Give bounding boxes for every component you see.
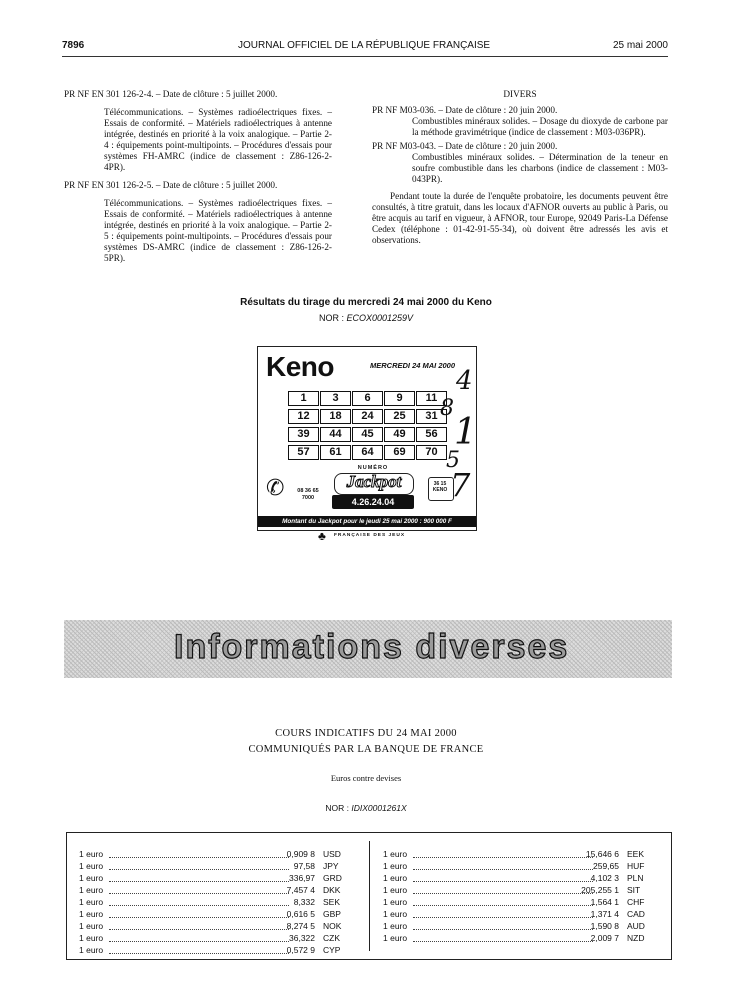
dot-leader <box>413 857 593 858</box>
rate-currency: EEK <box>627 849 645 859</box>
journal-title: JOURNAL OFFICIEL DE LA RÉPUBLIQUE FRANÇAISE <box>238 40 491 51</box>
handwritten-mark: 5 <box>446 448 460 473</box>
left-column <box>64 89 332 271</box>
keno-section-title: Résultats du tirage du mercredi 24 mai 2000 du Keno <box>240 297 492 308</box>
dot-leader <box>413 881 593 882</box>
rate-row <box>383 897 653 908</box>
handwritten-mark: 8 <box>440 396 454 421</box>
entry-title: PR NF EN 301 126-2-4. – Date de clôture : 5 juillet 2000. <box>64 89 278 99</box>
keno-number-cell: 56 <box>416 427 447 442</box>
keno-number-cell: 49 <box>384 427 415 442</box>
rate-value: 15,646 6 <box>585 849 619 859</box>
cours-title: COURS INDICATIFS DU 24 MAI 2000 <box>275 728 457 739</box>
rate-label: 1 euro <box>79 861 104 871</box>
rate-row <box>79 885 349 896</box>
rate-label: 1 euro <box>79 849 104 859</box>
rate-currency: DKK <box>323 885 341 895</box>
cours-subtitle: Euros contre devises <box>330 773 402 783</box>
rate-label: 1 euro <box>383 873 408 883</box>
rate-currency: USD <box>323 849 341 859</box>
keno-number-cell: 9 <box>384 391 415 406</box>
page-number: 7896 <box>62 40 85 51</box>
dot-leader <box>109 929 289 930</box>
rate-currency: CYP <box>323 945 341 955</box>
dot-leader <box>413 869 593 870</box>
handwritten-mark: 4 <box>456 366 473 396</box>
dot-leader <box>413 917 593 918</box>
keno-number-cell: 64 <box>352 445 383 460</box>
rate-currency: JPY <box>323 861 339 871</box>
rate-value: 1,371 4 <box>590 909 619 919</box>
right-column <box>372 89 668 246</box>
nor-label: NOR : <box>318 313 344 323</box>
dot-leader <box>109 869 289 870</box>
rate-currency: HUF <box>627 861 645 871</box>
rate-value: 7,457 4 <box>286 885 315 895</box>
nor-label: NOR : <box>325 803 349 813</box>
keno-number-cell: 12 <box>288 409 319 424</box>
keno-number-cell: 31 <box>416 409 447 424</box>
jackpot-header: NUMÉRO <box>357 465 389 471</box>
rate-label: 1 euro <box>383 909 408 919</box>
rate-currency: CAD <box>627 909 645 919</box>
rate-value: 36,322 <box>289 933 315 943</box>
entry-title: PR NF EN 301 126-2-5. – Date de clôture : 5 juillet 2000. <box>64 180 278 190</box>
rate-value: 4,102 3 <box>590 873 619 883</box>
rate-value: 259,65 <box>593 861 619 871</box>
rate-label: 1 euro <box>383 885 408 895</box>
keno-number-cell: 45 <box>352 427 383 442</box>
dot-leader <box>109 857 289 858</box>
keno-number-cell: 24 <box>352 409 383 424</box>
dot-leader <box>109 881 289 882</box>
rate-row <box>79 933 349 944</box>
rate-currency: GRD <box>323 873 342 883</box>
keno-number-cell: 25 <box>384 409 415 424</box>
jackpot-word: Jackpot <box>346 472 402 491</box>
rate-label: 1 euro <box>79 873 104 883</box>
entry-title: PR NF M03-043. – Date de clôture : 20 juin 2000. <box>372 141 558 151</box>
keno-results-card <box>257 346 477 531</box>
entry-body: Télécommunications. – Systèmes radioélectriques fixes. – Essais de conformité. – Matériels radioélectriques à antenne intégrée, destinés en priorité à la voix analogique. – Partie 2-5 : équipements point-multipoints. – Procédures d'essais pour systèmes DS-AMRC (indice de classement : Z86-126-2-5PR). <box>104 198 332 263</box>
exchange-rates-table <box>66 832 672 960</box>
keno-nor <box>64 313 668 323</box>
rate-value: 97,58 <box>293 861 315 871</box>
entry-body: Télécommunications. – Systèmes radioélectriques fixes. – Essais de conformité. – Matériels radioélectriques à antenne intégrée, destinés en priorité à la voix analogique. – Partie 2-4 : équipements point-multipoints. – Procédures d'essais pour systèmes FH-AMRC (indice de classement : Z86-126-2-4PR). <box>104 107 332 172</box>
dot-leader <box>109 905 289 906</box>
rate-currency: NOK <box>323 921 342 931</box>
rate-currency: NZD <box>627 933 645 943</box>
fdj-brand: FRANÇAISE DES JEUX <box>334 533 406 538</box>
cours-nor <box>64 803 668 813</box>
rate-label: 1 euro <box>79 933 104 943</box>
column-divider <box>369 841 370 951</box>
rate-currency: CHF <box>627 897 645 907</box>
keno-number-cell: 1 <box>288 391 319 406</box>
rate-value: 1,564 1 <box>590 897 619 907</box>
keno-number-cell: 61 <box>320 445 351 460</box>
keno-number-cell: 44 <box>320 427 351 442</box>
keno-number-cell: 18 <box>320 409 351 424</box>
entry-body: Combustibles minéraux solides. – Dosage du dioxyde de carbone par la méthode gravimétrique (indice de classement : M03-036PR). <box>412 116 668 137</box>
entry-body: Combustibles minéraux solides. – Détermination de la teneur en soufre combustible dans les charbons (indice de classement : M03-043PR). <box>412 152 668 184</box>
rate-row <box>383 909 653 920</box>
rate-row <box>383 885 653 896</box>
rate-label: 1 euro <box>383 861 408 871</box>
rate-row <box>79 873 349 884</box>
rate-value: 205,255 1 <box>581 885 619 895</box>
rate-row <box>383 921 653 932</box>
dot-leader <box>413 929 593 930</box>
rate-value: 0,909 8 <box>286 849 315 859</box>
header-rule <box>62 56 668 57</box>
phone-number: 08 36 65 7000 <box>297 488 319 501</box>
rate-value: 0,572 9 <box>286 945 315 955</box>
rate-value: 8,332 <box>293 897 315 907</box>
dot-leader <box>109 917 289 918</box>
keno-number-cell: 39 <box>288 427 319 442</box>
rate-value: 8,274 5 <box>286 921 315 931</box>
afnor-paragraph: Pendant toute la durée de l'enquête probatoire, les documents peuvent être consultés, à titre gratuit, dans les locaux d'AFNOR ouverts au public à Paris, ou être acquis au tarif en vigueur, à AFNOR, tour Europe, 92049 Paris-La Défense Cedex (téléphone : 01-42-91-55-34), où doivent être adressés les avis et observations. <box>372 191 668 245</box>
keno-number-cell: 57 <box>288 445 319 460</box>
fdj-clover-icon: ♣ <box>318 529 326 543</box>
header-date: 25 mai 2000 <box>612 40 668 51</box>
rate-value: 0,616 5 <box>286 909 315 919</box>
rate-label: 1 euro <box>383 897 408 907</box>
rate-label: 1 euro <box>79 885 104 895</box>
rate-value: 336,97 <box>289 873 315 883</box>
dot-leader <box>413 941 593 942</box>
banner-title: Informations diverses <box>174 628 570 666</box>
rate-label: 1 euro <box>79 921 104 931</box>
dot-leader <box>109 953 289 954</box>
rate-label: 1 euro <box>383 921 408 931</box>
keno-draw-date: MERCREDI 24 MAI 2000 <box>370 361 456 370</box>
rate-currency: GBP <box>323 909 341 919</box>
rate-value: 1,590 8 <box>590 921 619 931</box>
rate-row <box>79 921 349 932</box>
jackpot-amount-banner: Montant du Jackpot pour le jeudi 25 mai 2000 : 900 000 F <box>258 516 476 527</box>
rate-row <box>383 849 653 860</box>
rate-row <box>79 897 349 908</box>
entry-title: PR NF M03-036. – Date de clôture : 20 juin 2000. <box>372 105 558 115</box>
telephone-icon: ✆ <box>266 475 285 500</box>
keno-number-cell: 11 <box>416 391 447 406</box>
rate-row <box>383 873 653 884</box>
nor-code: IDIX0001261X <box>351 803 407 813</box>
jackpot-number: 4.26.24.04 <box>332 495 414 509</box>
rate-label: 1 euro <box>79 945 104 955</box>
dot-leader <box>413 893 593 894</box>
rate-currency: PLN <box>627 873 644 883</box>
handwritten-mark: 7 <box>450 466 471 504</box>
rate-currency: AUD <box>627 921 645 931</box>
rate-currency: SEK <box>323 897 341 907</box>
rate-row <box>383 933 653 944</box>
minitel-text: 36 15 KENO <box>432 481 448 493</box>
dot-leader <box>109 893 289 894</box>
keno-number-cell: 70 <box>416 445 447 460</box>
keno-logo: Keno <box>266 351 334 382</box>
rate-label: 1 euro <box>383 933 408 943</box>
rate-currency: CZK <box>323 933 340 943</box>
cours-subtitle-bank: COMMUNIQUÉS PAR LA BANQUE DE FRANCE <box>248 744 484 755</box>
rate-label: 1 euro <box>383 849 408 859</box>
keno-number-cell: 69 <box>384 445 415 460</box>
rate-row <box>383 861 653 872</box>
section-heading-divers: DIVERS <box>503 89 537 99</box>
rate-row <box>79 945 349 956</box>
rate-value: 2,009 7 <box>590 933 619 943</box>
section-banner <box>64 620 672 678</box>
rate-currency: SIT <box>627 885 641 895</box>
keno-number-cell: 3 <box>320 391 351 406</box>
rate-row <box>79 849 349 860</box>
rate-label: 1 euro <box>79 909 104 919</box>
dot-leader <box>109 941 289 942</box>
rate-row <box>79 909 349 920</box>
page-header <box>62 40 668 54</box>
nor-code: ECOX0001259V <box>346 313 414 323</box>
dot-leader <box>413 905 593 906</box>
handwritten-mark: 1 <box>454 412 477 453</box>
rate-row <box>79 861 349 872</box>
rate-label: 1 euro <box>79 897 104 907</box>
keno-number-cell: 6 <box>352 391 383 406</box>
